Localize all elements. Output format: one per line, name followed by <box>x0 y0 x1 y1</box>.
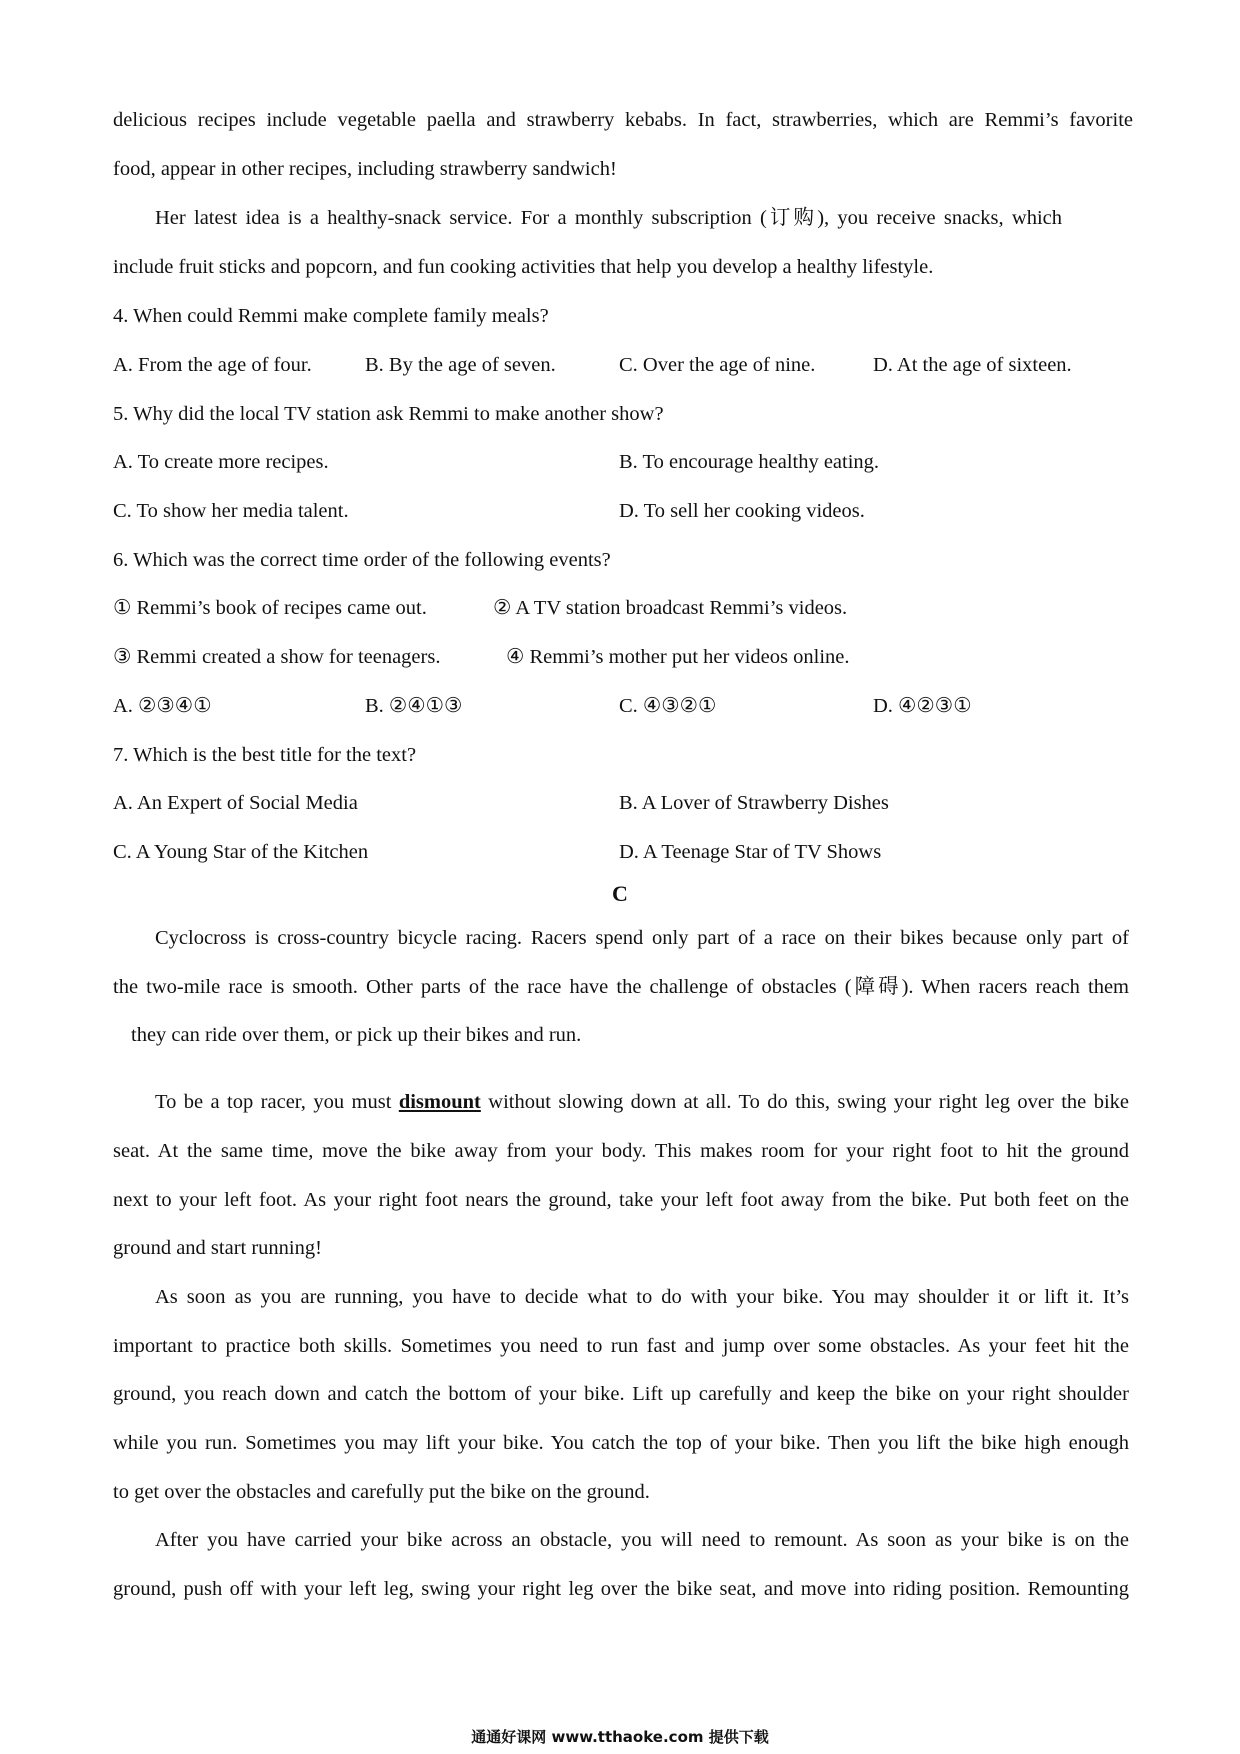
section-c-p2-line-4: ground and start running! <box>113 1237 322 1259</box>
section-c-p3-line-4: while you run. Sometimes you may lift your bike. You catch the top of your bike. Then you lift the bike high enough <box>113 1432 1129 1454</box>
question-4-stem: 4. When could Remmi make complete family meals? <box>113 305 549 327</box>
question-6-stem: 6. Which was the correct time order of the following events? <box>113 549 611 571</box>
section-c-p1-line-1: Cyclocross is cross-country bicycle racing. Racers spend only part of a race on their bikes because only part of <box>155 927 1129 949</box>
question-4-option-a: A. From the age of four. <box>113 354 312 376</box>
question-6-option-d: D. ④②③① <box>873 695 972 717</box>
question-7-stem: 7. Which is the best title for the text? <box>113 744 417 766</box>
underlined-word-dismount: dismount <box>398 1091 481 1113</box>
section-c-p2-line-1 <box>155 1088 1129 1116</box>
section-c-heading: C <box>612 881 628 906</box>
page-footer: 通通好课网 www.tthaoke.com 提供下载 <box>471 1728 769 1746</box>
question-5-option-d: D. To sell her cooking videos. <box>619 500 865 522</box>
section-c-p1-line-3: they can ride over them, or pick up their bikes and run. <box>131 1024 582 1046</box>
section-c-p3-line-2: important to practice both skills. Sometimes you need to run fast and jump over some obstacles. As your feet hit the <box>113 1335 1129 1357</box>
section-c-p2-line-3: next to your left foot. As your right foot nears the ground, take your left foot away from the bike. Put both feet on the <box>113 1189 1129 1211</box>
section-c-p3-line-3: ground, you reach down and catch the bottom of your bike. Lift up carefully and keep the bike on your right shoulder <box>113 1383 1129 1405</box>
question-7-option-d: D. A Teenage Star of TV Shows <box>619 841 882 863</box>
question-6-option-c: C. ④③②① <box>619 695 717 717</box>
section-c-p4-line-2: ground, push off with your left leg, swing your right leg over the bike seat, and move into riding position. Remounting <box>113 1578 1129 1600</box>
question-5-option-c: C. To show her media talent. <box>113 500 349 522</box>
question-6-option-a: A. ②③④① <box>113 695 212 717</box>
section-c-p2-line-1-end: without slowing down at all. To do this, swing your right leg over the bike <box>480 1091 1129 1113</box>
question-4-option-d: D. At the age of sixteen. <box>873 354 1072 376</box>
question-7-option-a: A. An Expert of Social Media <box>113 792 358 814</box>
passage-b-line-1: delicious recipes include vegetable paella and strawberry kebabs. In fact, strawberries, which are Remmi’s favorite <box>113 109 1133 131</box>
question-6-event-4: ④ Remmi’s mother put her videos online. <box>506 646 850 668</box>
question-5-option-b: B. To encourage healthy eating. <box>619 451 880 473</box>
passage-b-para2-line-1: Her latest idea is a healthy-snack service. For a monthly subscription (订购), you receive snacks, which <box>155 207 1062 229</box>
section-c-p4-line-1: After you have carried your bike across an obstacle, you will need to remount. As soon as your bike is on the <box>155 1529 1129 1551</box>
question-5-stem: 5. Why did the local TV station ask Remmi to make another show? <box>113 403 664 425</box>
question-5-option-a: A. To create more recipes. <box>113 451 329 473</box>
question-4-option-b: B. By the age of seven. <box>365 354 556 376</box>
question-6-event-3: ③ Remmi created a show for teenagers. <box>113 646 441 668</box>
passage-b-para2-line-2: include fruit sticks and popcorn, and fun cooking activities that help you develop a healthy lifestyle. <box>113 256 934 278</box>
question-6-event-2: ② A TV station broadcast Remmi’s videos. <box>493 597 848 619</box>
question-6-option-b: B. ②④①③ <box>365 695 463 717</box>
question-6-event-1: ① Remmi’s book of recipes came out. <box>113 597 427 619</box>
question-7-option-c: C. A Young Star of the Kitchen <box>113 841 369 863</box>
section-c-p3-line-5: to get over the obstacles and carefully put the bike on the ground. <box>113 1481 650 1503</box>
section-c-p2-line-1-start: To be a top racer, you must <box>155 1091 399 1113</box>
section-c-p1-line-2: the two-mile race is smooth. Other parts of the race have the challenge of obstacles (障碍). When racers reach them <box>113 976 1129 998</box>
question-4-option-c: C. Over the age of nine. <box>619 354 816 376</box>
passage-b-line-2: food, appear in other recipes, including strawberry sandwich! <box>113 158 617 180</box>
section-c-p3-line-1: As soon as you are running, you have to decide what to do with your bike. You may shoulder it or lift it. It’s <box>155 1286 1129 1308</box>
section-c-p2-line-2: seat. At the same time, move the bike away from your body. This makes room for your right foot to hit the ground <box>113 1140 1129 1162</box>
question-7-option-b: B. A Lover of Strawberry Dishes <box>619 792 889 814</box>
